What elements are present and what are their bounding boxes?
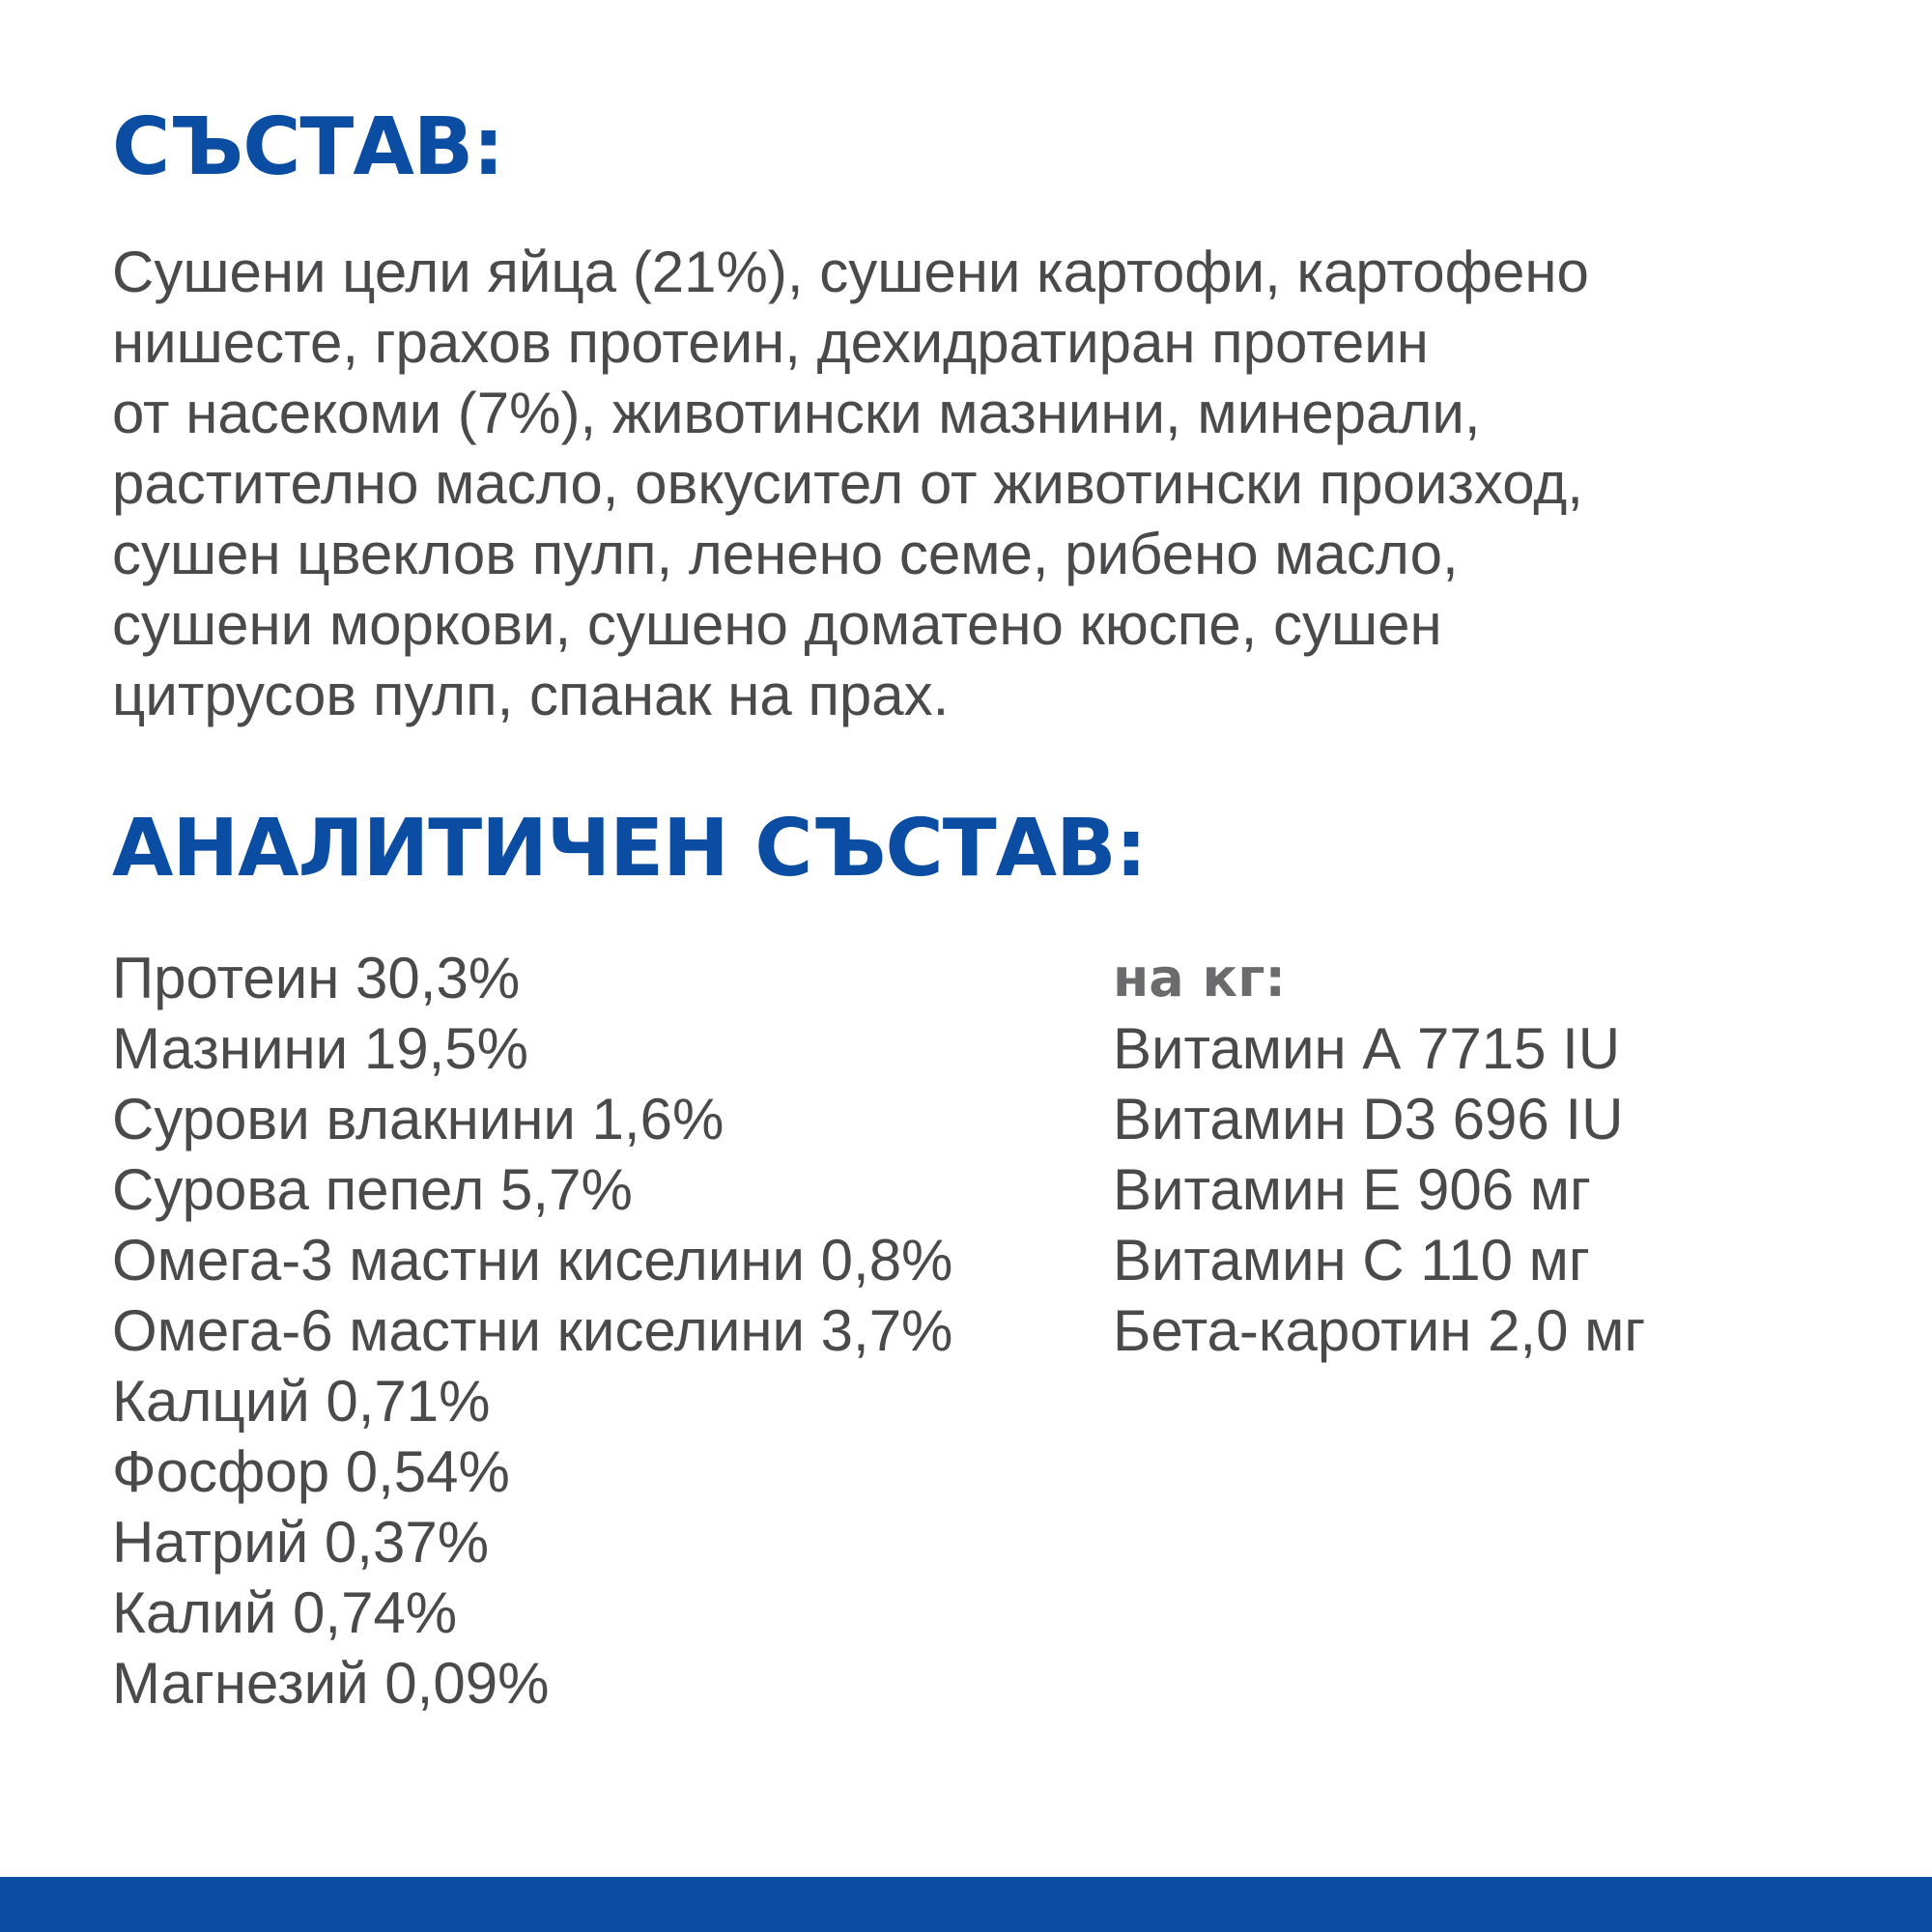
bottom-accent-bar	[0, 1877, 1932, 1932]
list-item: Магнезий 0,09%	[112, 1651, 550, 1716]
ingredients-line: Сушени цели яйца (21%), сушени картофи, картофено	[112, 240, 1589, 304]
list-item: Натрий 0,37%	[112, 1510, 490, 1575]
per-kg-heading: на кг:	[1113, 948, 1287, 1009]
ingredients-line: цитрусов пулп, спанак на прах.	[112, 663, 950, 727]
list-item: Калций 0,71%	[112, 1369, 491, 1434]
ingredients-line: растително масло, овкусител от животински произход,	[112, 451, 1583, 516]
list-item: Протеин 30,3%	[112, 946, 521, 1010]
vitamins-list	[1113, 943, 1645, 1366]
ingredients-line: сушени моркови, сушено доматено кюспе, сушен	[112, 592, 1442, 657]
list-item: Витамин Е 906 мг	[1113, 1157, 1591, 1222]
ingredients-line: сушен цвеклов пулп, ленено семе, рибено масло,	[112, 522, 1459, 586]
list-item: Витамин С 110 мг	[1113, 1228, 1590, 1293]
list-item: Витамин А 7715 IU	[1113, 1016, 1621, 1081]
ingredients-line: нишесте, грахов протеин, дехидратиран протеин	[112, 310, 1429, 375]
ingredients-line: от насекоми (7%), животински мазнини, минерали,	[112, 381, 1481, 445]
analytical-heading: АНАЛИТИЧЕН СЪСТАВ:	[112, 803, 1147, 895]
list-item: Фосфор 0,54%	[112, 1439, 510, 1504]
list-item: Витамин D3 696 IU	[1113, 1087, 1624, 1151]
composition-heading: СЪСТАВ:	[112, 101, 504, 193]
list-item: Мазнини 19,5%	[112, 1016, 528, 1081]
ingredients-paragraph	[112, 237, 1899, 730]
list-item: Сурови влакнини 1,6%	[112, 1087, 724, 1151]
list-item: Сурова пепел 5,7%	[112, 1157, 633, 1222]
list-item: Омега-6 мастни киселини 3,7%	[112, 1298, 953, 1363]
list-item: Калий 0,74%	[112, 1580, 458, 1645]
list-item: Омега-3 мастни киселини 0,8%	[112, 1228, 953, 1293]
analytical-constituents-list	[112, 943, 952, 1719]
list-item: Бета-каротин 2,0 мг	[1113, 1298, 1646, 1363]
